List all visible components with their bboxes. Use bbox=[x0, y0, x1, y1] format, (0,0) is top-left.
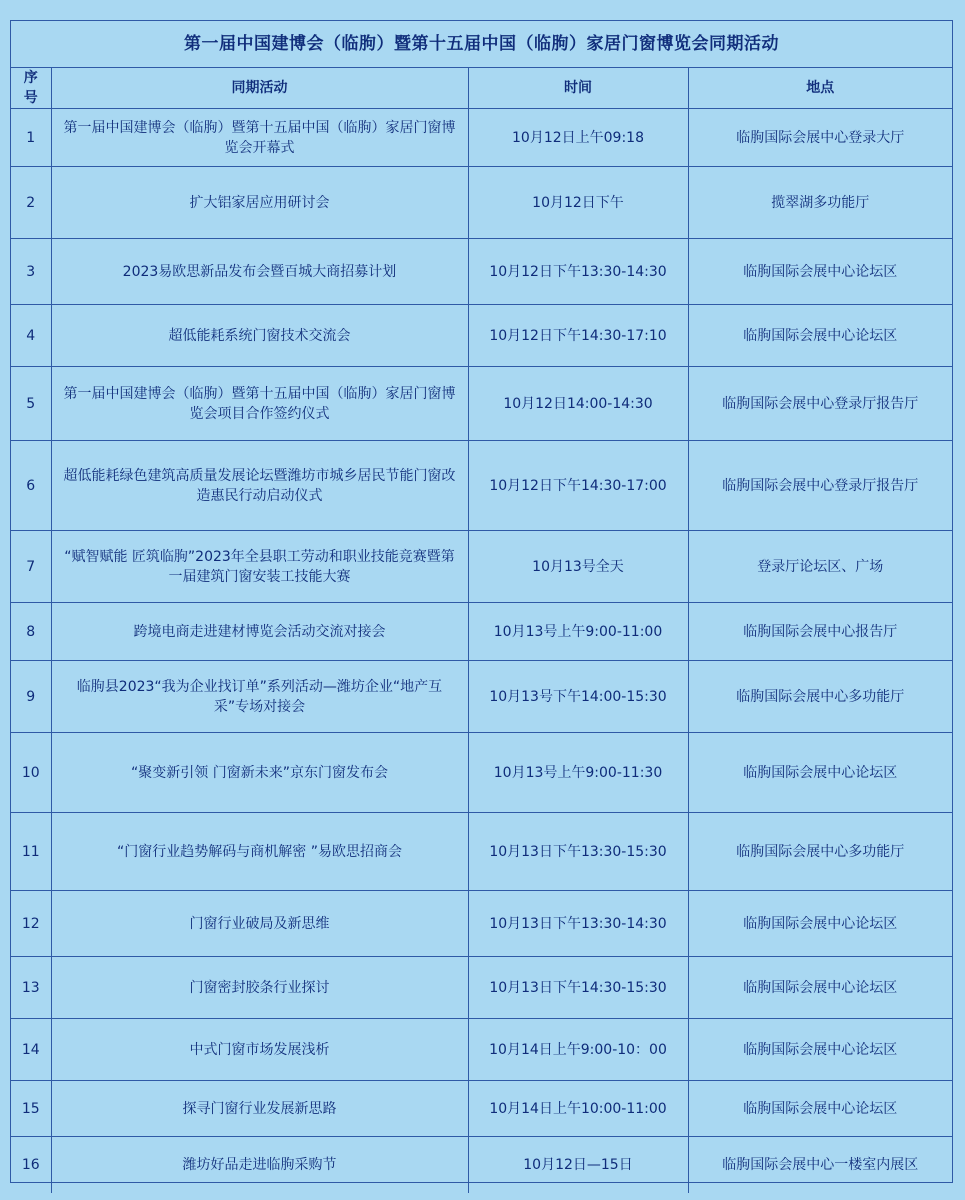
cell-location: 临朐国际会展中心论坛区 bbox=[688, 1019, 952, 1081]
cell-no: 6 bbox=[11, 441, 51, 531]
cell-activity: “门窗行业趋势解码与商机解密 ”易欧思招商会 bbox=[51, 813, 468, 891]
cell-location: 临朐国际会展中心一楼室内展区 bbox=[688, 1137, 952, 1193]
header-location: 地点 bbox=[688, 68, 952, 109]
cell-time: 10月12日上午09:18 bbox=[468, 109, 688, 167]
cell-location: 临朐国际会展中心论坛区 bbox=[688, 239, 952, 305]
cell-time: 10月12日下午14:30-17:00 bbox=[468, 441, 688, 531]
cell-location: 临朐国际会展中心论坛区 bbox=[688, 1081, 952, 1137]
cell-location: 临朐国际会展中心论坛区 bbox=[688, 305, 952, 367]
cell-location: 临朐国际会展中心多功能厅 bbox=[688, 813, 952, 891]
cell-location: 临朐国际会展中心论坛区 bbox=[688, 891, 952, 957]
cell-time: 10月13日下午13:30-15:30 bbox=[468, 813, 688, 891]
cell-activity: 2023易欧思新品发布会暨百城大商招募计划 bbox=[51, 239, 468, 305]
cell-time: 10月13号下午14:00-15:30 bbox=[468, 661, 688, 733]
cell-time: 10月13号全天 bbox=[468, 531, 688, 603]
cell-time: 10月12日下午14:30-17:10 bbox=[468, 305, 688, 367]
table-row bbox=[11, 813, 952, 891]
table-header-row bbox=[11, 68, 952, 109]
cell-time: 10月13日下午14:30-15:30 bbox=[468, 957, 688, 1019]
table-row bbox=[11, 305, 952, 367]
table-row bbox=[11, 239, 952, 305]
header-activity: 同期活动 bbox=[51, 68, 468, 109]
cell-location: 临朐国际会展中心登录大厅 bbox=[688, 109, 952, 167]
cell-activity: “赋智赋能 匠筑临朐”2023年全县职工劳动和职业技能竞赛暨第一届建筑门窗安装工技能大赛 bbox=[51, 531, 468, 603]
cell-no: 1 bbox=[11, 109, 51, 167]
page-title: 第一届中国建博会（临朐）暨第十五届中国（临朐）家居门窗博览会同期活动 bbox=[11, 21, 952, 68]
cell-activity: 中式门窗市场发展浅析 bbox=[51, 1019, 468, 1081]
cell-no: 9 bbox=[11, 661, 51, 733]
cell-time: 10月12日14:00-14:30 bbox=[468, 367, 688, 441]
cell-activity: 超低能耗绿色建筑高质量发展论坛暨潍坊市城乡居民节能门窗改造惠民行动启动仪式 bbox=[51, 441, 468, 531]
cell-activity: 第一届中国建博会（临朐）暨第十五届中国（临朐）家居门窗博览会开幕式 bbox=[51, 109, 468, 167]
cell-activity: 扩大铝家居应用研讨会 bbox=[51, 167, 468, 239]
table-row bbox=[11, 661, 952, 733]
schedule-frame bbox=[10, 20, 953, 1183]
cell-activity: 超低能耗系统门窗技术交流会 bbox=[51, 305, 468, 367]
cell-time: 10月12日下午 bbox=[468, 167, 688, 239]
table-row bbox=[11, 1137, 952, 1193]
cell-no: 13 bbox=[11, 957, 51, 1019]
table-row bbox=[11, 733, 952, 813]
table-row bbox=[11, 1019, 952, 1081]
cell-no: 8 bbox=[11, 603, 51, 661]
cell-no: 2 bbox=[11, 167, 51, 239]
cell-time: 10月12日—15日 bbox=[468, 1137, 688, 1193]
cell-activity: 探寻门窗行业发展新思路 bbox=[51, 1081, 468, 1137]
cell-activity: 跨境电商走进建材博览会活动交流对接会 bbox=[51, 603, 468, 661]
header-time: 时间 bbox=[468, 68, 688, 109]
cell-time: 10月14日上午10:00-11:00 bbox=[468, 1081, 688, 1137]
cell-time: 10月14日上午9:00-10：00 bbox=[468, 1019, 688, 1081]
cell-time: 10月13号上午9:00-11:00 bbox=[468, 603, 688, 661]
table-row bbox=[11, 603, 952, 661]
cell-no: 12 bbox=[11, 891, 51, 957]
cell-time: 10月12日下午13:30-14:30 bbox=[468, 239, 688, 305]
table-row bbox=[11, 167, 952, 239]
table-row bbox=[11, 441, 952, 531]
cell-activity: “聚变新引领 门窗新未来”京东门窗发布会 bbox=[51, 733, 468, 813]
table-row bbox=[11, 531, 952, 603]
cell-location: 临朐国际会展中心多功能厅 bbox=[688, 661, 952, 733]
cell-location: 临朐国际会展中心登录厅报告厅 bbox=[688, 367, 952, 441]
cell-location: 临朐国际会展中心论坛区 bbox=[688, 733, 952, 813]
cell-location: 临朐国际会展中心报告厅 bbox=[688, 603, 952, 661]
cell-no: 10 bbox=[11, 733, 51, 813]
cell-no: 11 bbox=[11, 813, 51, 891]
cell-no: 16 bbox=[11, 1137, 51, 1193]
cell-no: 15 bbox=[11, 1081, 51, 1137]
cell-activity: 门窗密封胶条行业探讨 bbox=[51, 957, 468, 1019]
cell-no: 4 bbox=[11, 305, 51, 367]
cell-activity: 门窗行业破局及新思维 bbox=[51, 891, 468, 957]
cell-activity: 第一届中国建博会（临朐）暨第十五届中国（临朐）家居门窗博览会项目合作签约仪式 bbox=[51, 367, 468, 441]
cell-activity: 潍坊好品走进临朐采购节 bbox=[51, 1137, 468, 1193]
cell-time: 10月13号上午9:00-11:30 bbox=[468, 733, 688, 813]
cell-no: 14 bbox=[11, 1019, 51, 1081]
table-row bbox=[11, 891, 952, 957]
table-row bbox=[11, 1081, 952, 1137]
table-row bbox=[11, 367, 952, 441]
schedule-table bbox=[11, 68, 952, 1193]
cell-location: 揽翠湖多功能厅 bbox=[688, 167, 952, 239]
table-row bbox=[11, 109, 952, 167]
cell-location: 临朐国际会展中心论坛区 bbox=[688, 957, 952, 1019]
cell-time: 10月13日下午13:30-14:30 bbox=[468, 891, 688, 957]
cell-location: 登录厅论坛区、广场 bbox=[688, 531, 952, 603]
header-no: 序号 bbox=[11, 68, 51, 109]
cell-location: 临朐国际会展中心登录厅报告厅 bbox=[688, 441, 952, 531]
table-row bbox=[11, 957, 952, 1019]
cell-no: 5 bbox=[11, 367, 51, 441]
cell-no: 3 bbox=[11, 239, 51, 305]
cell-activity: 临朐县2023“我为企业找订单”系列活动—潍坊企业“地产互采”专场对接会 bbox=[51, 661, 468, 733]
cell-no: 7 bbox=[11, 531, 51, 603]
